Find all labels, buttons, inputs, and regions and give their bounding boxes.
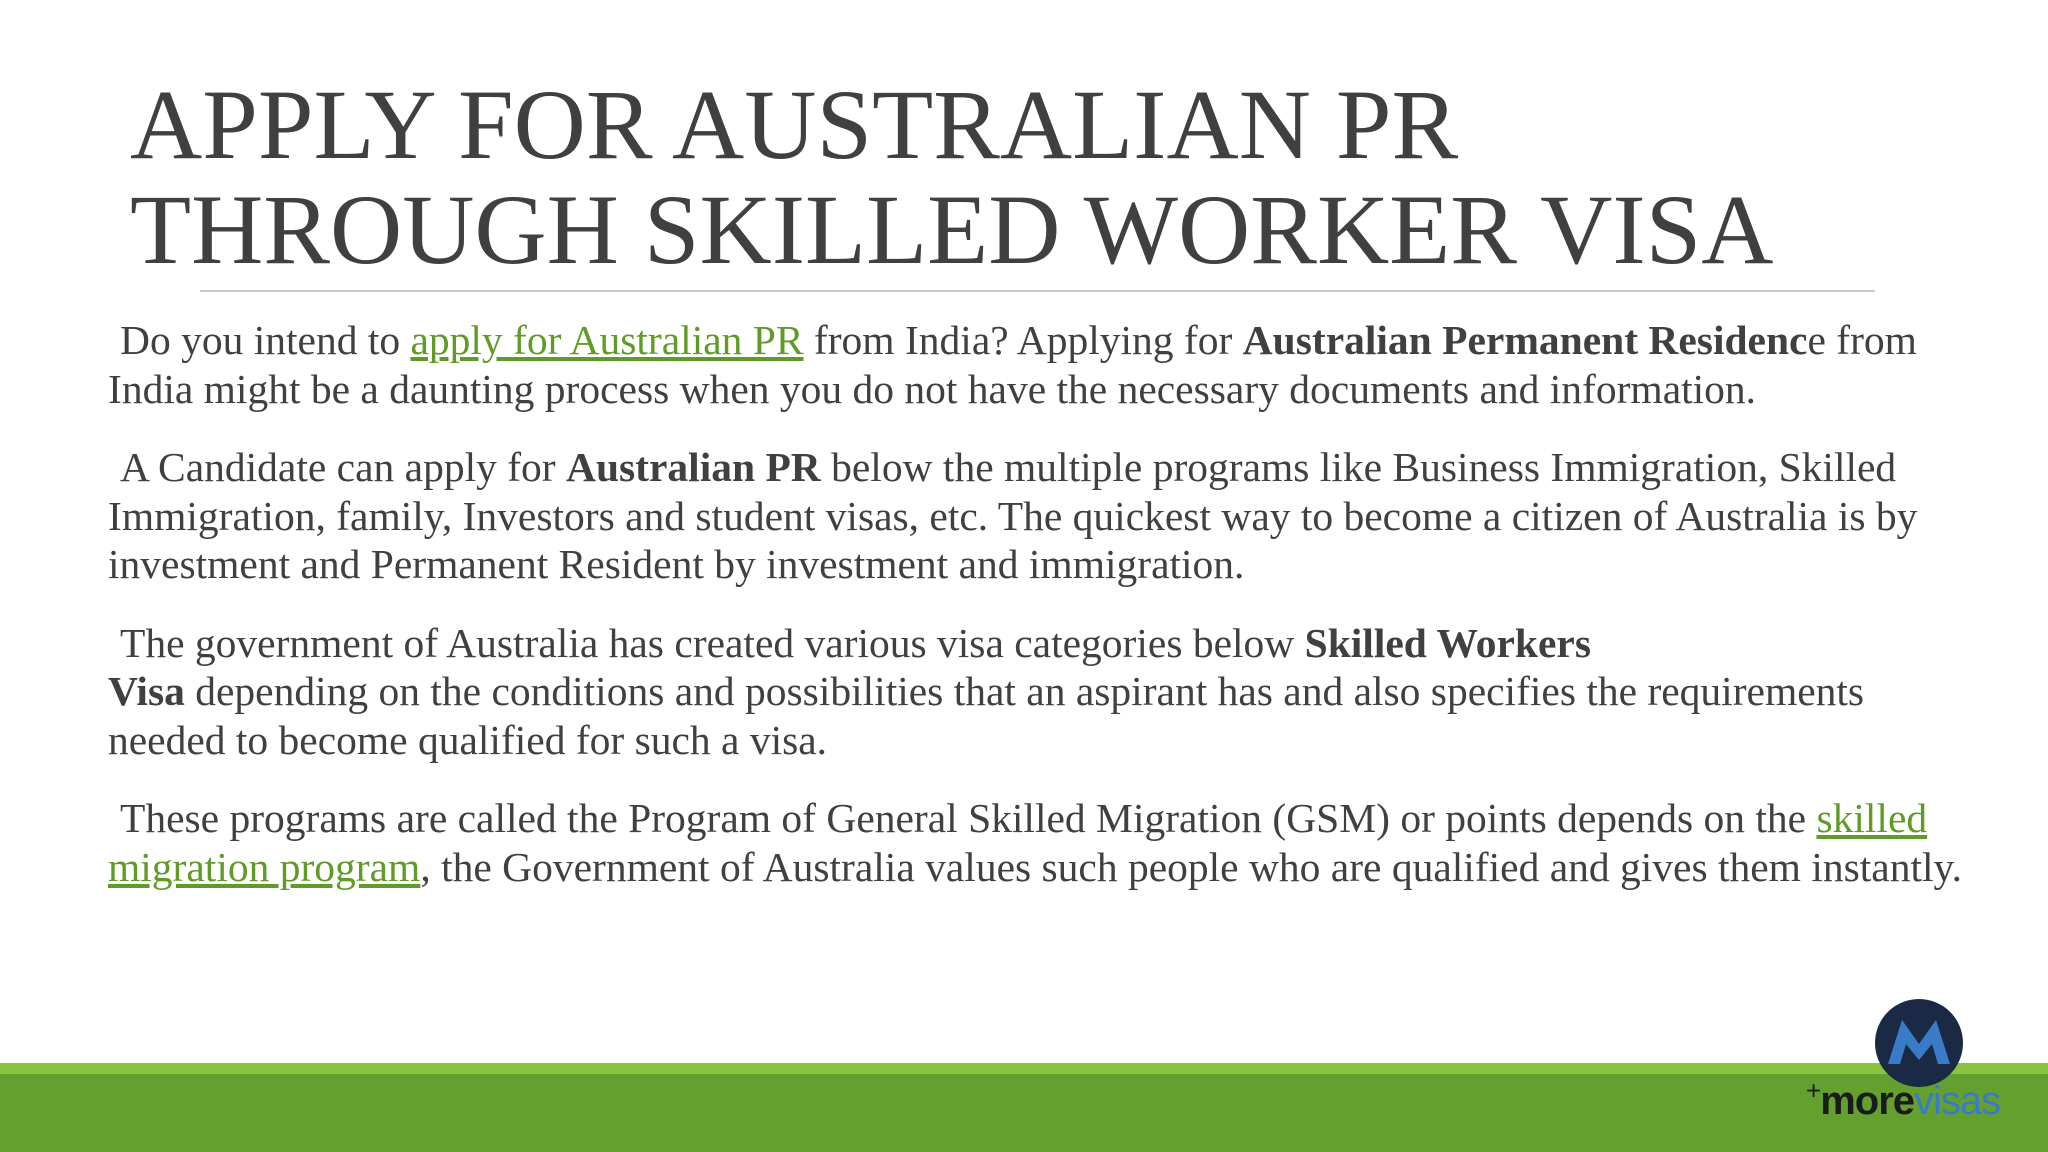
paragraph-4 <box>108 794 1988 891</box>
skilled-migration-program-link[interactable]: skilled migration program <box>108 795 1928 890</box>
logo-wordmark <box>1806 1076 2000 1126</box>
paragraph-3-bold-a: Skilled Workers <box>1304 619 1591 666</box>
title-divider <box>200 290 1875 292</box>
footer-band-dark <box>0 1074 2048 1152</box>
logo-more: more <box>1820 1079 1914 1123</box>
paragraph-2 <box>108 443 1988 589</box>
paragraph-1-text-a: Do you intend to <box>120 317 411 363</box>
paragraph-4-text-b: , the Government of Australia values such people who are qualified and gives them instantly. <box>420 843 1962 890</box>
paragraph-3-bold-b: Visa <box>108 668 185 714</box>
paragraph-1-text-c: e from India might be a daunting process when you do not have the necessary documents and information. <box>108 317 1917 412</box>
paragraph-2-bold: Australian PR <box>565 444 821 490</box>
paragraph-1-text-b: from India? Applying for <box>803 317 1243 363</box>
paragraph-3-text-b: depending on the conditions and possibilities that an aspirant has and also specifies the requirements needed to become qualified for such a visa. <box>108 668 1865 763</box>
footer-band-light <box>0 1063 2048 1074</box>
slide-title <box>130 69 1930 285</box>
slide-title-line-1: APPLY FOR AUSTRALIAN PR <box>130 69 1459 180</box>
paragraph-4-text-a: These programs are called the Program of General Skilled Migration (GSM) or points depends on the <box>120 795 1817 841</box>
paragraph-1 <box>108 316 1988 413</box>
paragraph-1-bold: Australian Permanent Residenc <box>1242 317 1808 363</box>
slide-body <box>108 316 1988 921</box>
logo-visas: visas <box>1914 1079 2001 1123</box>
paragraph-3 <box>108 619 1988 765</box>
slide-title-line-2: THROUGH SKILLED WORKER VISA <box>130 174 1774 285</box>
paragraph-3-text-a: The government of Australia has created various visa categories below <box>120 619 1305 666</box>
paragraph-2-text-a: A Candidate can apply for <box>120 444 566 490</box>
apply-australian-pr-link[interactable]: apply for Australian PR <box>410 317 804 363</box>
m-monogram-icon <box>1874 998 1964 1088</box>
morevisas-logo <box>1790 990 2030 1140</box>
paragraph-2-text-b: below the multiple programs like Business Immigration, Skilled Immigration, family, Investors and student visas, etc. The quickest way to become a citizen of Australia is by investment and Permanent Resident by investment and immigration. <box>108 444 1918 587</box>
logo-plus: + <box>1806 1075 1821 1106</box>
